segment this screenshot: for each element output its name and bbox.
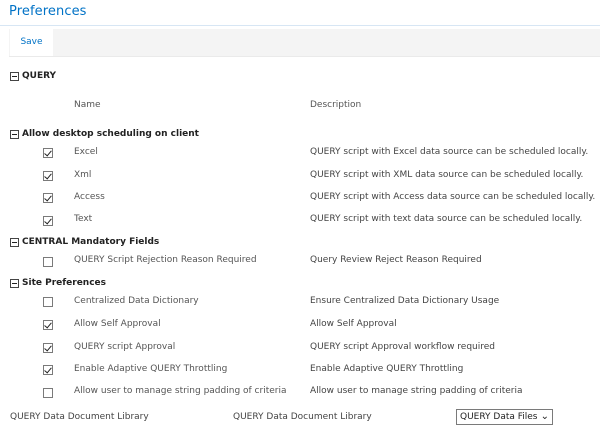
title-divider (0, 25, 600, 26)
row-name: Centralized Data Dictionary (74, 296, 199, 306)
library-label: QUERY Data Document Library (10, 412, 149, 422)
row-description: Allow Self Approval (310, 319, 397, 329)
save-button[interactable]: Save (10, 29, 53, 56)
collapse-icon[interactable] (10, 130, 19, 139)
collapse-icon[interactable] (10, 238, 19, 247)
row-name: Allow user to manage string padding of criteria (74, 386, 287, 396)
library-select-value: QUERY Data Files (460, 412, 538, 422)
excel-checkbox[interactable] (43, 148, 53, 158)
data-dictionary-checkbox[interactable] (43, 297, 53, 307)
row-description: Enable Adaptive QUERY Throttling (310, 364, 464, 374)
group-label-query: QUERY (22, 71, 57, 81)
rejection-reason-checkbox[interactable] (43, 257, 53, 267)
row-name: Xml (74, 170, 92, 180)
self-approval-checkbox[interactable] (43, 320, 53, 330)
access-checkbox[interactable] (43, 193, 53, 203)
library-description: QUERY Data Document Library (233, 412, 372, 422)
group-header-central (10, 236, 159, 248)
row-name: Allow Self Approval (74, 319, 161, 329)
row-description: Query Review Reject Reason Required (310, 255, 482, 265)
row-description: QUERY script with XML data source can be scheduled locally. (310, 170, 584, 180)
chevron-down-icon: ⌄ (540, 411, 549, 422)
row-name: Excel (74, 147, 98, 157)
text-checkbox[interactable] (43, 216, 53, 226)
xml-checkbox[interactable] (43, 171, 53, 181)
group-header-query (10, 70, 56, 82)
row-description: QUERY script with text data source can be scheduled locally. (310, 214, 583, 224)
library-select[interactable] (456, 409, 553, 425)
group-header-site-preferences (10, 277, 106, 289)
row-name: QUERY script Approval (74, 342, 176, 352)
string-padding-checkbox[interactable] (43, 388, 53, 398)
row-name: QUERY Script Rejection Reason Required (74, 255, 257, 265)
collapse-icon[interactable] (10, 72, 19, 81)
row-description: QUERY script Approval workflow required (310, 342, 496, 352)
row-name: Access (74, 192, 105, 202)
row-name: Text (74, 214, 93, 224)
row-description: QUERY script with Access data source can be scheduled locally. (310, 192, 596, 202)
row-name: Enable Adaptive QUERY Throttling (74, 364, 228, 374)
page-title: Preferences (9, 4, 87, 19)
group-label-central: CENTRAL Mandatory Fields (22, 237, 160, 247)
script-approval-checkbox[interactable] (43, 343, 53, 353)
row-description: Ensure Centralized Data Dictionary Usage (310, 296, 500, 306)
toolbar (9, 29, 600, 57)
group-label-desktop-scheduling: Allow desktop scheduling on client (22, 129, 199, 139)
column-header-description: Description (310, 100, 362, 110)
row-description: Allow user to manage string padding of criteria (310, 386, 523, 396)
group-label-site-preferences: Site Preferences (22, 278, 107, 288)
row-description: QUERY script with Excel data source can be scheduled locally. (310, 147, 589, 157)
group-header-desktop-scheduling (10, 128, 199, 140)
adaptive-throttling-checkbox[interactable] (43, 365, 53, 375)
column-header-name: Name (74, 100, 101, 110)
collapse-icon[interactable] (10, 279, 19, 288)
